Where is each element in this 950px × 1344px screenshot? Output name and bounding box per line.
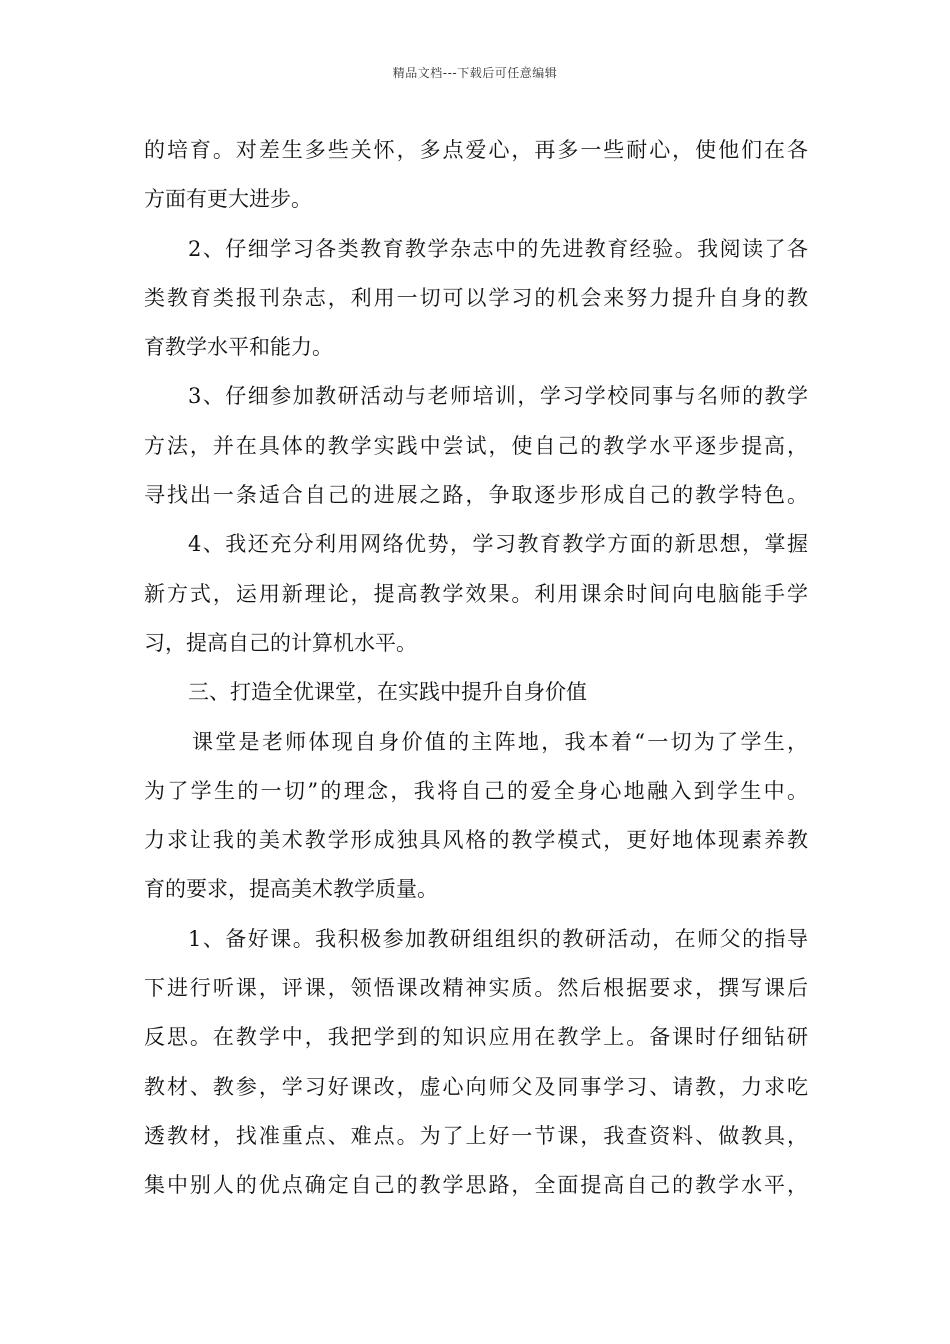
text-line: 新方式，运用新理论，提高教学效果。利用课余时间向电脑能手学: [144, 581, 808, 606]
text-line: 2、仔细学习各类教育教学杂志中的先进教育经验。我阅读了各: [188, 236, 808, 261]
text-line: 方面有更大进步。: [144, 187, 312, 212]
text-line: 透教材，找准重点、难点。为了上好一节课，我查资料、做教具，: [144, 1123, 808, 1148]
text-line: 三、打造全优课堂，在实践中提升自身价值: [188, 680, 587, 705]
text-line: 3、仔细参加教研活动与老师培训，学习学校同事与名师的教学: [188, 384, 808, 409]
text-line: 方法，并在具体的教学实践中尝试，使自己的教学水平逐步提高，: [144, 433, 808, 458]
text-line: 下进行听课，评课，领悟课改精神实质。然后根据要求，撰写课后: [144, 976, 808, 1001]
text-line: 习，提高自己的计算机水平。: [144, 630, 417, 655]
page-header: 精品文档---下载后可任意编辑: [392, 66, 558, 80]
text-line: 集中别人的优点确定自己的教学思路，全面提高自己的教学水平，: [144, 1173, 808, 1198]
text-line: 力求让我的美术教学形成独具风格的教学模式，更好地体现素养教: [144, 828, 808, 853]
text-line: 教材、教参，学习好课改，虚心向师父及同事学习、请教，力求吃: [144, 1074, 808, 1099]
text-line: 的培育。对差生多些关怀，多点爱心，再多一些耐心，使他们在各: [144, 138, 808, 162]
text-line: 1、备好课。我积极参加教研组组织的教研活动，在师父的指导: [188, 926, 808, 951]
text-line: 课堂是老师体现自身价值的主阵地，我本着“一切为了学生，: [192, 729, 808, 754]
text-line: 育教学水平和能力。: [144, 335, 333, 360]
text-line: 4、我还充分利用网络优势，学习教育教学方面的新思想，掌握: [188, 532, 808, 557]
text-line: 反思。在教学中，我把学到的知识应用在教学上。备课时仔细钻研: [144, 1025, 808, 1050]
document-body: [144, 126, 808, 1211]
text-line: 寻找出一条适合自己的进展之路，争取逐步形成自己的教学特色。: [144, 483, 808, 508]
text-line: 育的要求，提高美术教学质量。: [144, 877, 438, 902]
text-line: 类教育类报刊杂志，利用一切可以学习的机会来努力提升自身的教: [144, 285, 808, 310]
text-line: 为了学生的一切”的理念，我将自己的爱全身心地融入到学生中。: [144, 778, 808, 803]
